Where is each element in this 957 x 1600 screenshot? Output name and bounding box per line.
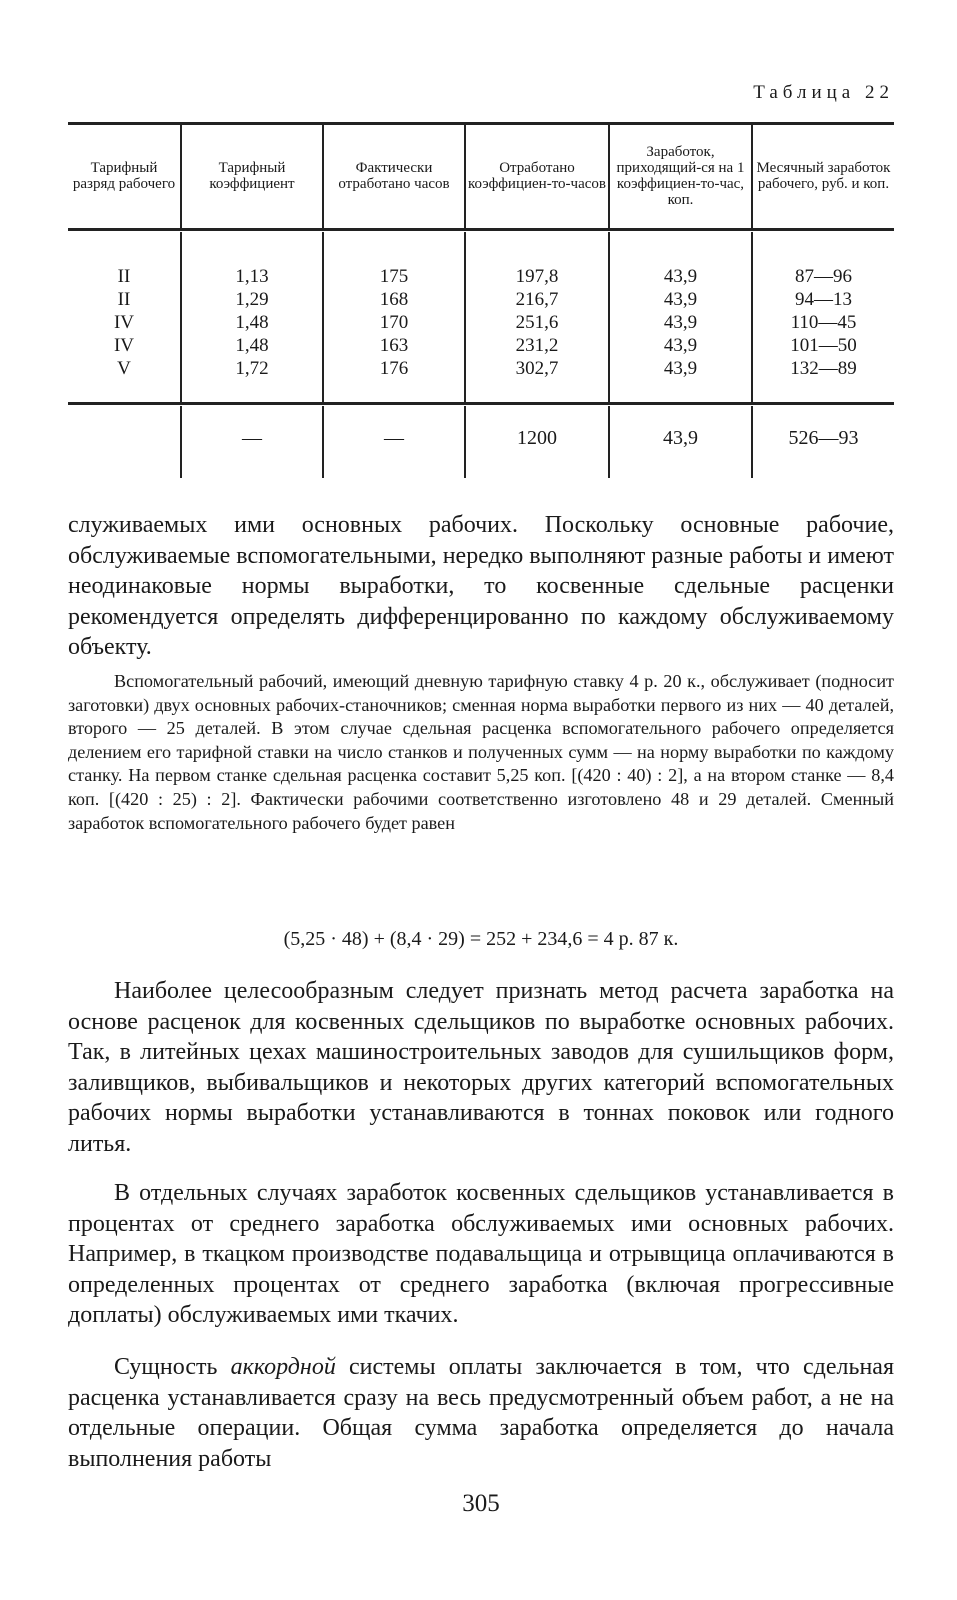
table-cell: 1,29 (235, 289, 269, 310)
table-cell: 101—50 (790, 335, 857, 356)
column-monthly-earning (753, 265, 894, 380)
table-cell: II (117, 266, 131, 287)
header-coefficient: Тарифный коэффициент (209, 160, 295, 192)
table-caption: Таблица 22 (753, 82, 894, 103)
table-cell: 170 (379, 312, 409, 333)
table-cell: IV (113, 335, 135, 356)
emphasized-term: аккордной (230, 1354, 336, 1380)
paragraph-continuation: служиваемых ими основных рабочих. Поскольку основные рабочие, обслуживаемые вспомогательными, нередко выполняют разные работы и имеют неодинаковые нормы выработки, то косвенные сдельные расценки рекомендуется определять дифференцированно по каждому обслуживаемому объекту. (68, 512, 894, 660)
table-cell: V (117, 358, 131, 379)
paragraph-piece-rate-method: Наиболее целесообразным следует признать метод расчета заработка на основе расценок для косвенных сдельщиков по выработке основных рабочих. Так, в литейных цехах машиностроительных заводов для сушильщиков форм, заливщиков, выбивальщиков и некоторых других категорий вспомогательных рабочих нормы выработки устанавливаются в тоннах поковок или годного литья. (68, 978, 894, 1157)
total-hours: — (384, 427, 404, 449)
table-cell: 1,48 (235, 335, 269, 356)
text-run: Сущность (114, 1354, 231, 1380)
total-coef-hours: 1200 (517, 427, 557, 449)
total-coefficient: — (242, 427, 262, 449)
table-cell: 43,9 (663, 289, 698, 310)
table-cell: 197,8 (515, 266, 559, 287)
total-earning-per-coef-hour: 43,9 (663, 427, 698, 449)
column-earning-per-coef-hour (610, 265, 751, 380)
table-body-rule (68, 402, 894, 405)
table-cell: IV (113, 312, 135, 333)
table-cell: 43,9 (663, 312, 698, 333)
header-earning-per-coef-hour: Заработок, приходящий-ся на 1 коэффициен-то-час, коп. (616, 144, 745, 208)
table-cell: 168 (379, 289, 409, 310)
table-cell: 1,72 (235, 358, 269, 379)
paragraph-percentage-earning: В отдельных случаях заработок косвенных сдельщиков устанавливается в процентах от среднего заработка обслуживаемых ими основных рабочих. Например, в ткацком производстве подавальщица и отрывщица оплачиваются в определенных процентах от среднего заработка (включая прогрессивные доплаты) обслуживаемых ими ткачих. (68, 1180, 894, 1328)
table-cell: 302,7 (515, 358, 559, 379)
page-number: 305 (462, 1490, 500, 1517)
header-coef-hours: Отработано коэффициен-то-часов (468, 160, 606, 192)
table-cell: 87—96 (795, 266, 852, 287)
paragraph-lump-sum-system (68, 1352, 894, 1474)
column-hours (324, 265, 464, 380)
column-coefficient (182, 265, 322, 380)
table-cell: 132—89 (790, 358, 857, 379)
total-monthly-earning: 526—93 (788, 427, 859, 449)
table-cell: II (117, 289, 131, 310)
table-cell: 231,2 (515, 335, 559, 356)
table-cell: 110—45 (790, 312, 857, 333)
table-cell: 1,48 (235, 312, 269, 333)
text-run: системы оплаты заключается в том, что сдельная расценка устанавливается сразу на весь предусмотренный объем работ, а не на отдельные операции. Общая сумма заработка определяется до начала выполнения работы (68, 1354, 894, 1472)
table-cell: 43,9 (663, 266, 698, 287)
table-cell: 43,9 (663, 358, 698, 379)
table-cell: 176 (379, 358, 409, 379)
example-paragraph: Вспомогательный рабочий, имеющий дневную тарифную ставку 4 р. 20 к., обслуживает (подносит заготовки) двух основных рабочих-станочников; сменная норма выработки первого из них — 40 деталей, второго — 25 деталей. В этом случае сдельная расценка вспомогательного рабочего определяется делением его тарифной ставки на число станков и полученных сумм — на норму выработки по каждому станку. На первом станке сдельная расценка составит 5,25 коп. [(420 : 40) : 2], а на втором станке — 8,4 коп. [(420 : 25) : 2]. Фактически рабочими соответственно изготовлено 48 и 29 деталей. Сменный заработок вспомогательного рабочего будет равен (68, 671, 894, 833)
column-grade (88, 265, 160, 380)
column-coef-hours (466, 265, 608, 380)
header-monthly-earning: Месячный заработок рабочего, руб. и коп. (756, 160, 891, 192)
formula: (5,25 · 48) + (8,4 · 29) = 252 + 234,6 = 4 р. 87 к. (283, 928, 679, 950)
header-hours: Фактически отработано часов (338, 160, 450, 192)
table-cell: 216,7 (515, 289, 559, 310)
table-cell: 163 (379, 335, 409, 356)
table-cell: 1,13 (235, 266, 269, 287)
table-cell: 251,6 (515, 312, 559, 333)
table-cell: 175 (379, 266, 409, 287)
header-grade: Тарифный разряд рабочего (72, 160, 176, 192)
table-cell: 94—13 (795, 289, 852, 310)
table-cell: 43,9 (663, 335, 698, 356)
